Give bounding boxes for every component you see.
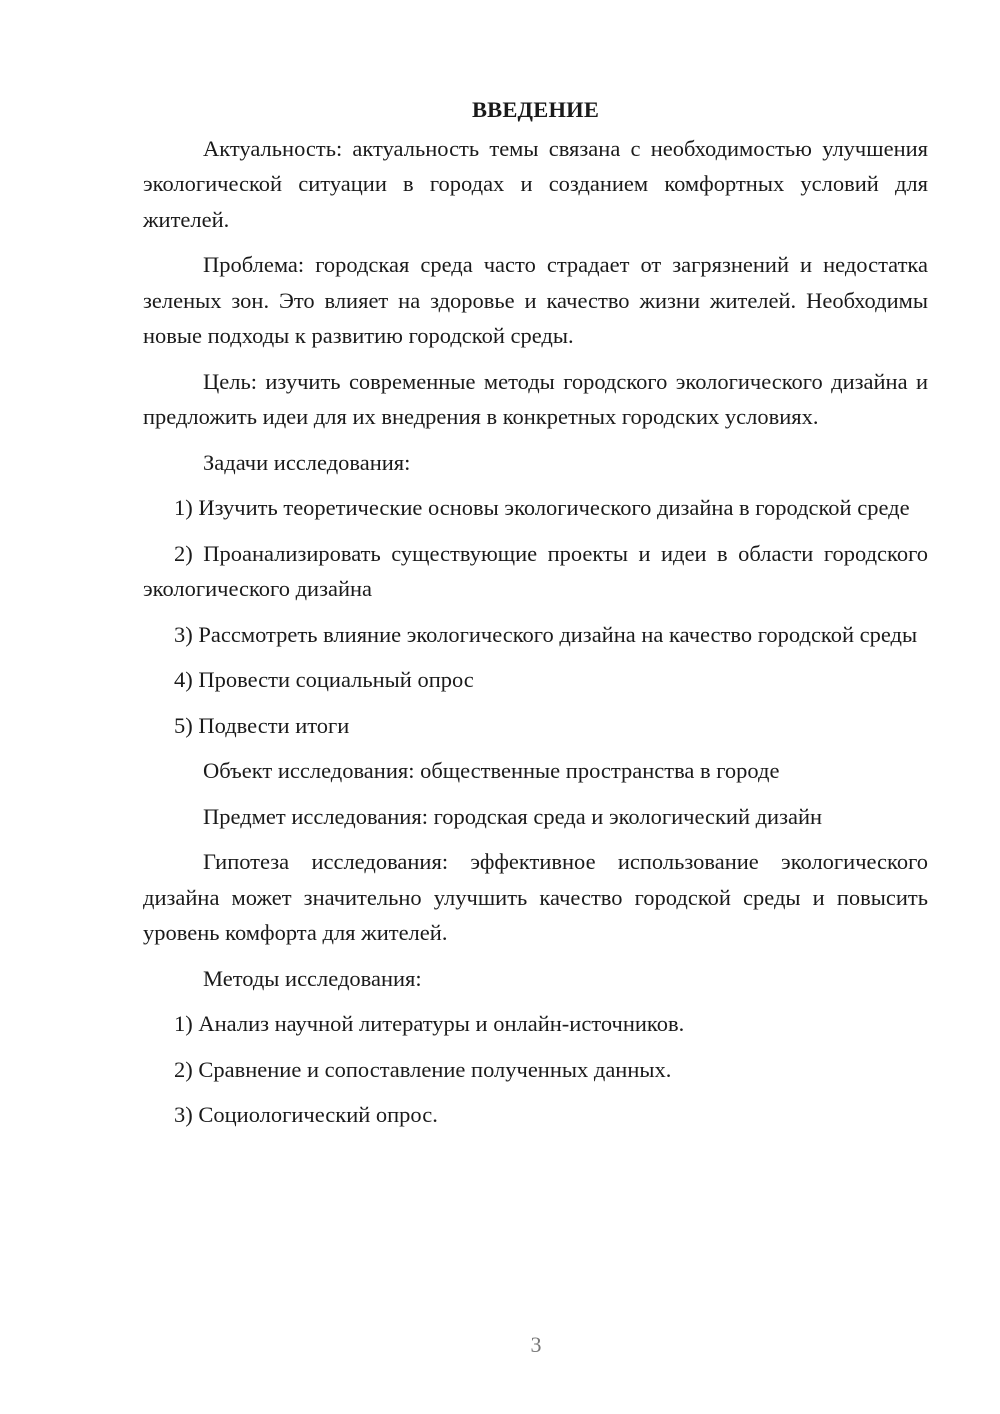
relevance-paragraph: Актуальность: актуальность темы связана с необходимостью улучшения экологической ситуации в городах и созданием комфортных условий для жителей. (143, 135, 928, 232)
tasks-title: Задачи исследования: (203, 449, 411, 475)
task-item: 5) Подвести итоги (174, 712, 350, 738)
method-item: 3) Социологический опрос. (174, 1102, 438, 1127)
task-item: 4) Провести социальный опрос (174, 667, 474, 692)
document-page (143, 92, 928, 1143)
task-item: 2) Проанализировать существующие проекты и идеи в области городского экологического дизайна (143, 540, 928, 601)
object-paragraph: Объект исследования: общественные пространства в городе (203, 758, 780, 783)
method-item: 2) Сравнение и сопоставление полученных данных. (174, 1056, 672, 1082)
subject-paragraph: Предмет исследования: городская среда и экологический дизайн (203, 803, 823, 829)
document-heading: ВВЕДЕНИЕ (471, 97, 600, 122)
page-number: 3 (530, 1332, 542, 1357)
methods-title: Методы исследования: (203, 965, 422, 991)
hypothesis-paragraph: Гипотеза исследования: эффективное использование экологического дизайна может значительно улучшить качество городской среды и повысить уровень комфорта для жителей. (143, 849, 928, 945)
goal-paragraph: Цель: изучить современные методы городского экологического дизайна и предложить идеи для их внедрения в конкретных городских условиях. (143, 368, 928, 429)
task-item: 1) Изучить теоретические основы экологического дизайна в городской среде (174, 495, 910, 520)
task-item: 3) Рассмотреть влияние экологического дизайна на качество городской среды (174, 621, 918, 647)
problem-paragraph: Проблема: городская среда часто страдает от загрязнений и недостатка зеленых зон. Это влияет на здоровье и качество жизни жителей. Необходимы новые подходы к развитию городской среды. (143, 252, 928, 348)
method-item: 1) Анализ научной литературы и онлайн-источников. (174, 1011, 685, 1036)
